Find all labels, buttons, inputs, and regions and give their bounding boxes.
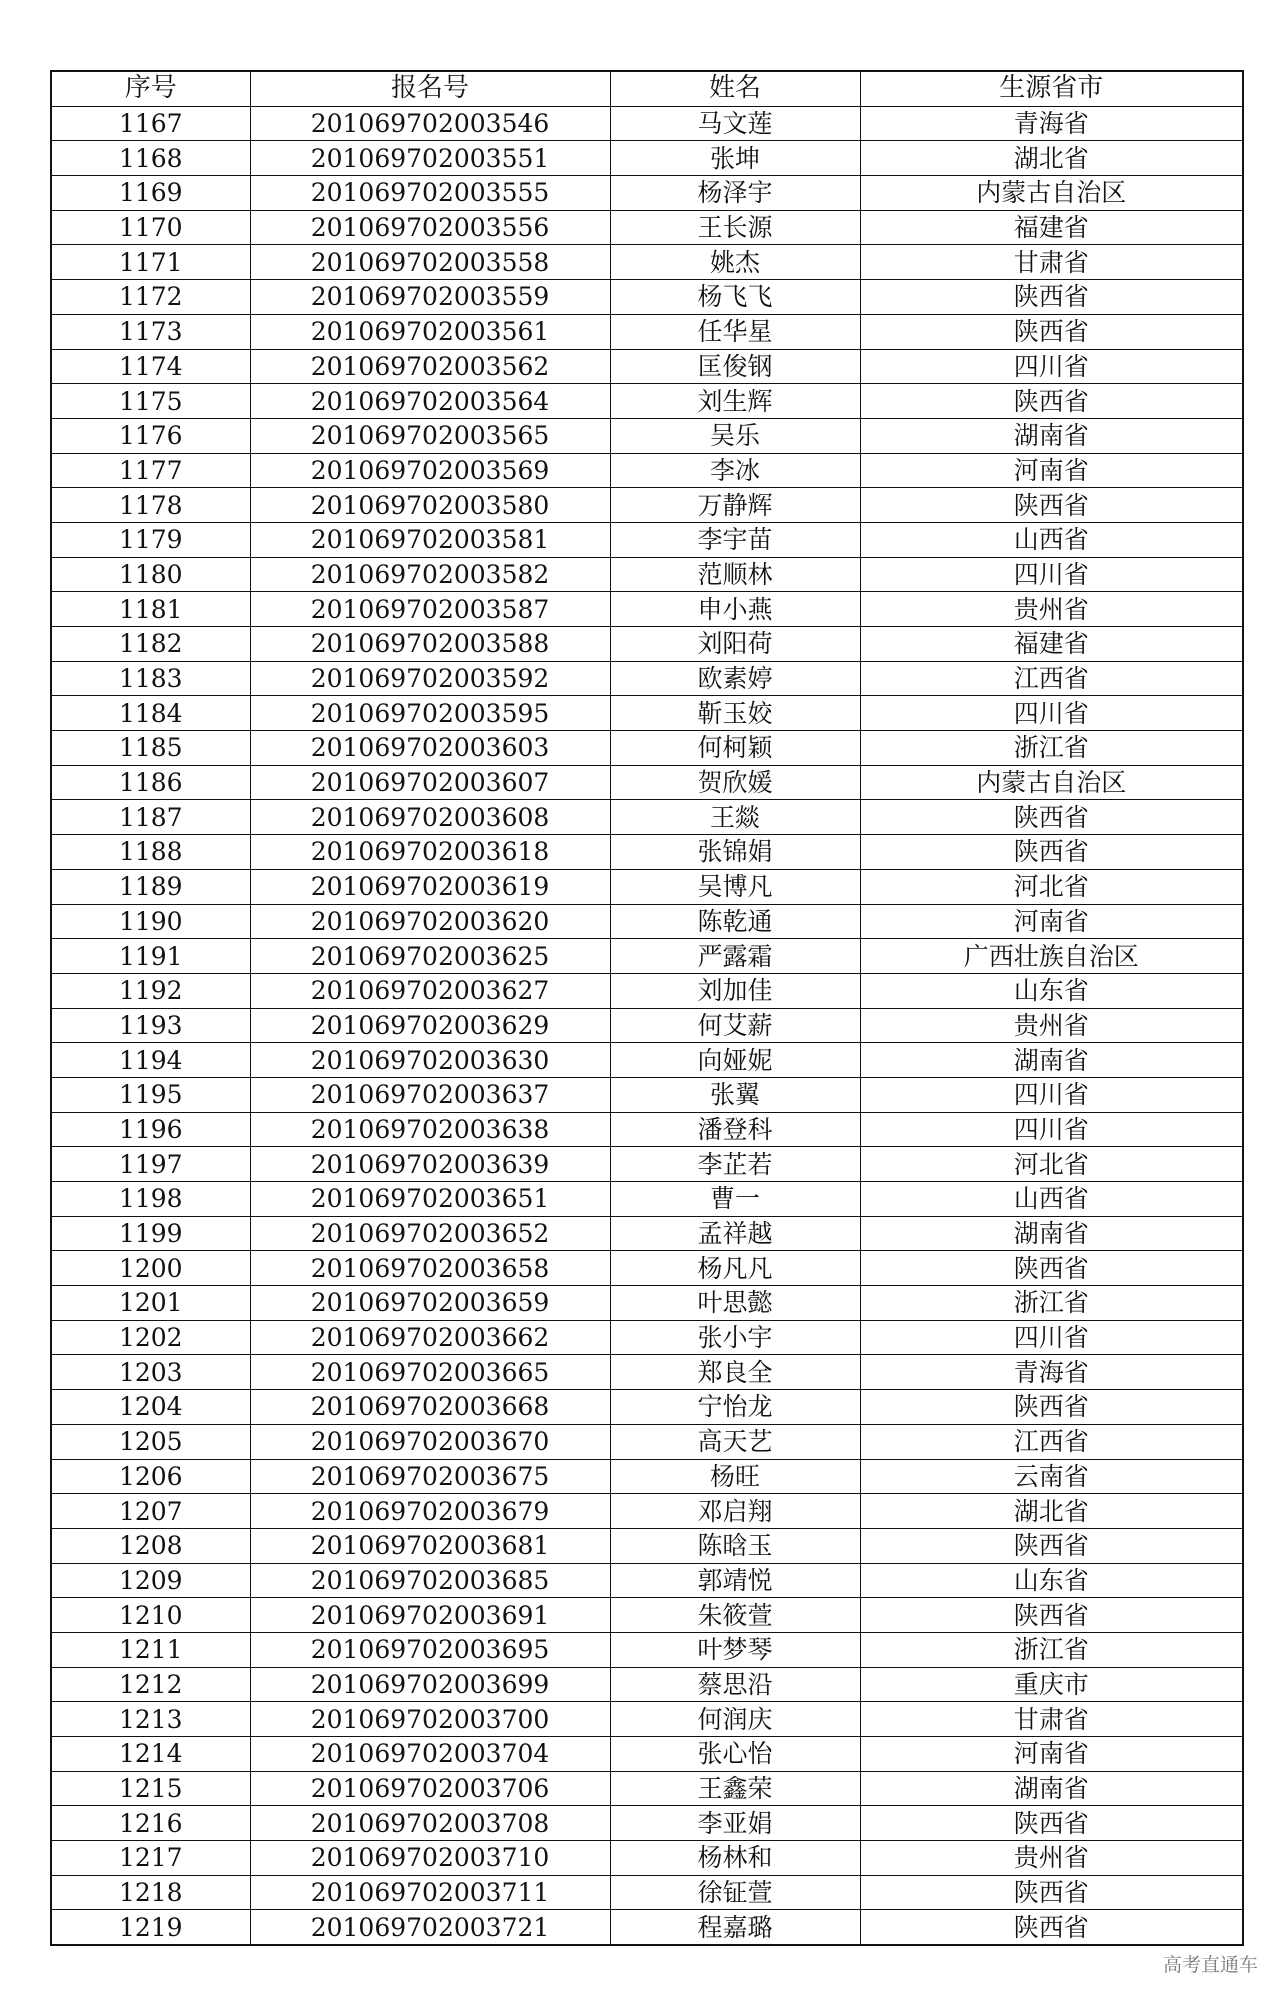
cell-province: 甘肃省 [860,1702,1243,1737]
cell-province: 陕西省 [860,1910,1243,1945]
table-row [51,418,1243,453]
cell-index: 1215 [51,1771,250,1806]
cell-registration-number: 201069702003685 [250,1563,610,1598]
header-name: 姓名 [610,71,860,106]
cell-name: 欧素婷 [610,661,860,696]
cell-index: 1212 [51,1667,250,1702]
cell-registration-number: 201069702003556 [250,210,610,245]
cell-registration-number: 201069702003704 [250,1737,610,1772]
table-row [51,1528,1243,1563]
cell-name: 李宇苗 [610,522,860,557]
cell-registration-number: 201069702003665 [250,1355,610,1390]
cell-index: 1172 [51,280,250,315]
cell-province: 陕西省 [860,1390,1243,1425]
cell-name: 陈晗玉 [610,1528,860,1563]
table-row [51,1771,1243,1806]
cell-province: 陕西省 [860,280,1243,315]
cell-index: 1169 [51,176,250,211]
cell-registration-number: 201069702003638 [250,1112,610,1147]
cell-registration-number: 201069702003652 [250,1216,610,1251]
cell-province: 陕西省 [860,800,1243,835]
cell-name: 何柯颖 [610,731,860,766]
cell-index: 1214 [51,1737,250,1772]
cell-index: 1216 [51,1806,250,1841]
table-row [51,1875,1243,1910]
cell-registration-number: 201069702003639 [250,1147,610,1182]
cell-name: 张心怡 [610,1737,860,1772]
cell-name: 张坤 [610,141,860,176]
cell-registration-number: 201069702003708 [250,1806,610,1841]
cell-name: 刘阳荷 [610,627,860,662]
cell-name: 严露霜 [610,939,860,974]
table-body [51,106,1243,1945]
table-row [51,488,1243,523]
cell-province: 河北省 [860,869,1243,904]
cell-province: 浙江省 [860,1286,1243,1321]
cell-province: 陕西省 [860,1598,1243,1633]
cell-province: 贵州省 [860,1841,1243,1876]
table-row [51,1286,1243,1321]
table-row [51,627,1243,662]
cell-index: 1168 [51,141,250,176]
cell-registration-number: 201069702003558 [250,245,610,280]
cell-index: 1207 [51,1494,250,1529]
cell-registration-number: 201069702003668 [250,1390,610,1425]
cell-province: 湖南省 [860,418,1243,453]
table-row [51,245,1243,280]
cell-index: 1199 [51,1216,250,1251]
cell-province: 河南省 [860,904,1243,939]
cell-province: 广西壮族自治区 [860,939,1243,974]
cell-province: 山西省 [860,522,1243,557]
cell-name: 贺欣媛 [610,765,860,800]
table-row [51,731,1243,766]
table-row [51,1563,1243,1598]
cell-index: 1192 [51,973,250,1008]
watermark: 高考直通车 [1162,1954,1258,1976]
table-row [51,1632,1243,1667]
cell-index: 1188 [51,835,250,870]
cell-name: 潘登科 [610,1112,860,1147]
table-row [51,1598,1243,1633]
cell-index: 1182 [51,627,250,662]
cell-name: 张锦娟 [610,835,860,870]
cell-index: 1198 [51,1182,250,1217]
cell-registration-number: 201069702003637 [250,1077,610,1112]
table-row [51,1667,1243,1702]
cell-province: 湖南省 [860,1043,1243,1078]
cell-name: 姚杰 [610,245,860,280]
cell-registration-number: 201069702003582 [250,557,610,592]
cell-index: 1209 [51,1563,250,1598]
cell-name: 张翼 [610,1077,860,1112]
cell-index: 1179 [51,522,250,557]
cell-registration-number: 201069702003551 [250,141,610,176]
cell-registration-number: 201069702003629 [250,1008,610,1043]
cell-index: 1213 [51,1702,250,1737]
table-row [51,1841,1243,1876]
cell-province: 四川省 [860,349,1243,384]
header-registration-number: 报名号 [250,71,610,106]
cell-name: 杨旺 [610,1459,860,1494]
cell-index: 1173 [51,314,250,349]
cell-registration-number: 201069702003618 [250,835,610,870]
cell-registration-number: 201069702003659 [250,1286,610,1321]
cell-province: 山西省 [860,1182,1243,1217]
cell-name: 申小燕 [610,592,860,627]
cell-province: 陕西省 [860,1528,1243,1563]
cell-index: 1183 [51,661,250,696]
cell-registration-number: 201069702003562 [250,349,610,384]
table-row [51,210,1243,245]
cell-name: 杨林和 [610,1841,860,1876]
cell-province: 青海省 [860,106,1243,141]
cell-province: 陕西省 [860,314,1243,349]
cell-province: 山东省 [860,973,1243,1008]
header-row [51,71,1243,106]
table-row [51,453,1243,488]
table-row [51,661,1243,696]
cell-index: 1187 [51,800,250,835]
cell-index: 1219 [51,1910,250,1945]
roster-table [50,70,1244,1946]
table-row [51,1077,1243,1112]
cell-registration-number: 201069702003619 [250,869,610,904]
table-row [51,835,1243,870]
cell-index: 1200 [51,1251,250,1286]
cell-province: 河南省 [860,453,1243,488]
cell-registration-number: 201069702003700 [250,1702,610,1737]
cell-registration-number: 201069702003607 [250,765,610,800]
cell-index: 1189 [51,869,250,904]
cell-province: 湖南省 [860,1771,1243,1806]
cell-registration-number: 201069702003675 [250,1459,610,1494]
cell-registration-number: 201069702003658 [250,1251,610,1286]
header-index: 序号 [51,71,250,106]
table-row [51,314,1243,349]
cell-name: 刘加佳 [610,973,860,1008]
cell-name: 何艾薪 [610,1008,860,1043]
cell-province: 贵州省 [860,1008,1243,1043]
cell-province: 江西省 [860,1424,1243,1459]
table-row [51,1112,1243,1147]
cell-index: 1202 [51,1320,250,1355]
cell-province: 甘肃省 [860,245,1243,280]
cell-name: 李冰 [610,453,860,488]
table-row [51,1147,1243,1182]
cell-province: 四川省 [860,1320,1243,1355]
cell-registration-number: 201069702003630 [250,1043,610,1078]
cell-registration-number: 201069702003625 [250,939,610,974]
cell-registration-number: 201069702003681 [250,1528,610,1563]
cell-index: 1191 [51,939,250,974]
table-row [51,1216,1243,1251]
cell-province: 贵州省 [860,592,1243,627]
cell-name: 宁怡龙 [610,1390,860,1425]
cell-index: 1194 [51,1043,250,1078]
table-row [51,1424,1243,1459]
cell-index: 1186 [51,765,250,800]
cell-registration-number: 201069702003592 [250,661,610,696]
cell-registration-number: 201069702003706 [250,1771,610,1806]
cell-index: 1208 [51,1528,250,1563]
table-row [51,522,1243,557]
cell-index: 1203 [51,1355,250,1390]
cell-registration-number: 201069702003587 [250,592,610,627]
cell-province: 四川省 [860,557,1243,592]
cell-index: 1178 [51,488,250,523]
cell-province: 青海省 [860,1355,1243,1390]
table-row [51,904,1243,939]
table-row [51,973,1243,1008]
cell-province: 湖北省 [860,141,1243,176]
cell-registration-number: 201069702003564 [250,384,610,419]
cell-name: 郭靖悦 [610,1563,860,1598]
cell-name: 孟祥越 [610,1216,860,1251]
table-row [51,696,1243,731]
cell-registration-number: 201069702003555 [250,176,610,211]
cell-registration-number: 201069702003581 [250,522,610,557]
cell-province: 四川省 [860,1077,1243,1112]
cell-index: 1206 [51,1459,250,1494]
cell-name: 叶梦琴 [610,1632,860,1667]
cell-province: 湖北省 [860,1494,1243,1529]
cell-name: 范顺林 [610,557,860,592]
cell-registration-number: 201069702003565 [250,418,610,453]
cell-registration-number: 201069702003679 [250,1494,610,1529]
cell-index: 1218 [51,1875,250,1910]
cell-name: 曹一 [610,1182,860,1217]
cell-index: 1193 [51,1008,250,1043]
cell-province: 山东省 [860,1563,1243,1598]
table-row [51,1355,1243,1390]
cell-name: 吴乐 [610,418,860,453]
table-row [51,1182,1243,1217]
table-row [51,1251,1243,1286]
table-row [51,141,1243,176]
cell-name: 刘生辉 [610,384,860,419]
cell-province: 陕西省 [860,1806,1243,1841]
table-row [51,1008,1243,1043]
cell-name: 郑良全 [610,1355,860,1390]
cell-province: 陕西省 [860,1875,1243,1910]
cell-name: 徐钲萱 [610,1875,860,1910]
cell-registration-number: 201069702003595 [250,696,610,731]
cell-index: 1205 [51,1424,250,1459]
cell-province: 浙江省 [860,1632,1243,1667]
cell-name: 吴博凡 [610,869,860,904]
cell-index: 1167 [51,106,250,141]
cell-registration-number: 201069702003695 [250,1632,610,1667]
table-row [51,1702,1243,1737]
cell-index: 1175 [51,384,250,419]
cell-name: 王鑫荣 [610,1771,860,1806]
cell-province: 湖南省 [860,1216,1243,1251]
cell-name: 何润庆 [610,1702,860,1737]
cell-province: 四川省 [860,696,1243,731]
cell-registration-number: 201069702003721 [250,1910,610,1945]
table-row [51,176,1243,211]
cell-index: 1174 [51,349,250,384]
table-row [51,939,1243,974]
cell-registration-number: 201069702003561 [250,314,610,349]
table-row [51,1910,1243,1945]
cell-index: 1196 [51,1112,250,1147]
cell-registration-number: 201069702003569 [250,453,610,488]
cell-province: 云南省 [860,1459,1243,1494]
cell-index: 1195 [51,1077,250,1112]
cell-name: 高天艺 [610,1424,860,1459]
cell-province: 福建省 [860,627,1243,662]
cell-name: 向娅妮 [610,1043,860,1078]
cell-name: 朱筱萱 [610,1598,860,1633]
cell-registration-number: 201069702003588 [250,627,610,662]
table-row [51,1320,1243,1355]
table-row [51,280,1243,315]
cell-province: 四川省 [860,1112,1243,1147]
cell-registration-number: 201069702003651 [250,1182,610,1217]
table-row [51,592,1243,627]
table-row [51,557,1243,592]
table-row [51,106,1243,141]
header-province: 生源省市 [860,71,1243,106]
table-row [51,1494,1243,1529]
cell-province: 陕西省 [860,835,1243,870]
cell-index: 1171 [51,245,250,280]
cell-registration-number: 201069702003699 [250,1667,610,1702]
cell-index: 1177 [51,453,250,488]
cell-name: 李亚娟 [610,1806,860,1841]
cell-province: 河南省 [860,1737,1243,1772]
cell-province: 河北省 [860,1147,1243,1182]
cell-province: 陕西省 [860,1251,1243,1286]
cell-registration-number: 201069702003662 [250,1320,610,1355]
cell-province: 内蒙古自治区 [860,765,1243,800]
cell-name: 王燚 [610,800,860,835]
cell-name: 张小宇 [610,1320,860,1355]
table-row [51,1043,1243,1078]
cell-province: 浙江省 [860,731,1243,766]
cell-registration-number: 201069702003627 [250,973,610,1008]
cell-province: 重庆市 [860,1667,1243,1702]
cell-index: 1184 [51,696,250,731]
cell-registration-number: 201069702003620 [250,904,610,939]
cell-registration-number: 201069702003603 [250,731,610,766]
cell-index: 1181 [51,592,250,627]
cell-registration-number: 201069702003608 [250,800,610,835]
table-row [51,384,1243,419]
table-row [51,1737,1243,1772]
cell-name: 万静辉 [610,488,860,523]
cell-province: 内蒙古自治区 [860,176,1243,211]
cell-province: 江西省 [860,661,1243,696]
table-row [51,800,1243,835]
table-row [51,1459,1243,1494]
cell-index: 1217 [51,1841,250,1876]
cell-name: 王长源 [610,210,860,245]
cell-registration-number: 201069702003691 [250,1598,610,1633]
cell-name: 程嘉璐 [610,1910,860,1945]
cell-registration-number: 201069702003546 [250,106,610,141]
cell-province: 陕西省 [860,384,1243,419]
cell-index: 1176 [51,418,250,453]
cell-name: 邓启翔 [610,1494,860,1529]
cell-name: 杨飞飞 [610,280,860,315]
table-row [51,349,1243,384]
cell-name: 任华星 [610,314,860,349]
table-row [51,1390,1243,1425]
cell-index: 1210 [51,1598,250,1633]
cell-index: 1180 [51,557,250,592]
cell-name: 马文莲 [610,106,860,141]
cell-name: 叶思懿 [610,1286,860,1321]
cell-province: 陕西省 [860,488,1243,523]
cell-name: 杨凡凡 [610,1251,860,1286]
cell-index: 1197 [51,1147,250,1182]
cell-registration-number: 201069702003559 [250,280,610,315]
cell-registration-number: 201069702003670 [250,1424,610,1459]
cell-index: 1211 [51,1632,250,1667]
cell-index: 1204 [51,1390,250,1425]
cell-index: 1201 [51,1286,250,1321]
cell-name: 靳玉姣 [610,696,860,731]
cell-name: 李芷若 [610,1147,860,1182]
table-row [51,765,1243,800]
cell-name: 匡俊钢 [610,349,860,384]
cell-index: 1190 [51,904,250,939]
cell-name: 蔡思沿 [610,1667,860,1702]
cell-index: 1185 [51,731,250,766]
table-row [51,1806,1243,1841]
cell-province: 福建省 [860,210,1243,245]
table-row [51,869,1243,904]
cell-registration-number: 201069702003710 [250,1841,610,1876]
cell-name: 杨泽宇 [610,176,860,211]
cell-name: 陈乾通 [610,904,860,939]
cell-index: 1170 [51,210,250,245]
cell-registration-number: 201069702003711 [250,1875,610,1910]
cell-registration-number: 201069702003580 [250,488,610,523]
